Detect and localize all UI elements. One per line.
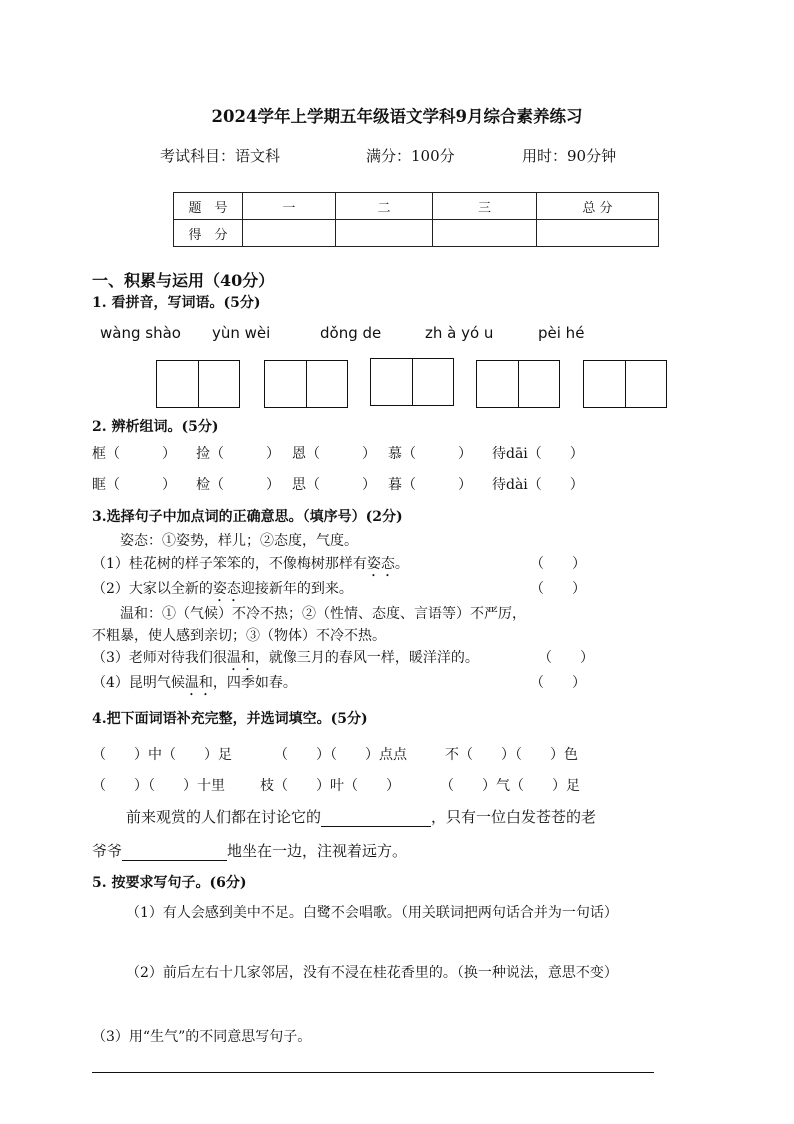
answer-paren: （ ） [538, 650, 594, 666]
sentence-task-2: （2）前后左右十几家邻居，没有不浸在桂花香里的。（换一种说法，意思不变） [126, 965, 618, 981]
answer-paren: （ ） [530, 581, 586, 597]
pinyin-3: dǒng de [320, 324, 382, 342]
writing-box[interactable] [476, 360, 560, 408]
answer-paren: （ ） [530, 556, 586, 572]
word-group-item: 捡（ ） [196, 446, 280, 462]
idiom-blank: （ ）中（ ）足 [92, 747, 232, 763]
fill-paragraph: 爷爷 地坐在一边，注视着远方。 [92, 842, 408, 860]
word-group-item: 思（ ） [292, 477, 376, 493]
question-3-title: 3.选择句子中加点词的正确意思。（填序号）(2分) [92, 509, 403, 525]
section-heading: 一、积累与运用（40分） [92, 271, 275, 290]
exam-subject: 考试科目：语文科 [160, 147, 281, 165]
score-cell[interactable] [537, 220, 659, 247]
score-cell[interactable] [243, 220, 336, 247]
definition-text: 姿态：①姿势，样儿；②态度，气度。 [120, 533, 358, 549]
sentence-task-3: （3）用“生气”的不同意思写句子。 [92, 1029, 312, 1045]
full-score: 满分：100分 [366, 147, 455, 165]
page-title: 2024学年上学期五年级语文学科9月综合素养练习 [211, 107, 583, 126]
dotted-word: 温和 [184, 675, 213, 691]
dotted-word: 姿态 [212, 581, 241, 597]
pinyin-2: yùn wèi [212, 324, 271, 342]
writing-box[interactable] [583, 360, 667, 408]
word-group-item: 慕（ ） [388, 446, 472, 462]
score-table-header: 三 [433, 193, 537, 220]
question-1-title: 1. 看拼音，写词语。(5分) [92, 295, 261, 311]
word-group-item: 待dāi（ ） [492, 446, 584, 462]
score-table-header: 题 号 [174, 193, 243, 220]
pinyin-4: zh à yó u [425, 324, 494, 342]
question-2-title: 2. 辨析组词。(5分) [92, 419, 219, 435]
score-table-header: 总 分 [537, 193, 659, 220]
dotted-word: 温和 [226, 650, 255, 666]
word-group-item: 眶（ ） [92, 477, 176, 493]
sentence-2: （2）大家以全新的姿态迎接新年的到来。 [92, 581, 353, 597]
word-group-item: 待dài（ ） [492, 477, 584, 493]
score-cell[interactable] [336, 220, 433, 247]
idiom-blank: （ ）（ ）点点 [274, 747, 407, 763]
answer-line[interactable] [92, 1072, 654, 1073]
sentence-task-1: （1）有人会感到美中不足。白鹭不会唱歌。（用关联词把两句话合并为一句话） [126, 905, 618, 921]
writing-box[interactable] [264, 360, 348, 408]
time-limit: 用时：90分钟 [522, 147, 617, 165]
word-group-item: 检（ ） [196, 477, 280, 493]
dotted-word: 姿态 [366, 556, 395, 572]
word-group-item: 框（ ） [92, 446, 176, 462]
idiom-blank: （ ）气（ ）足 [440, 778, 580, 794]
idiom-blank: （ ）（ ）十里 [92, 778, 225, 794]
score-cell[interactable] [433, 220, 537, 247]
answer-blank[interactable] [321, 808, 431, 827]
word-group-item: 暮（ ） [388, 477, 472, 493]
definition-text: 不粗暴，使人感到亲切；③（物体）不冷不热。 [92, 628, 386, 644]
idiom-blank: 枝（ ）叶（ ） [260, 778, 400, 794]
pinyin-1: wàng shào [100, 324, 181, 342]
score-table-header: 一 [243, 193, 336, 220]
sentence-1: （1）桂花树的样子笨笨的，不像梅树那样有姿态。 [92, 556, 409, 572]
score-table-header: 二 [336, 193, 433, 220]
idiom-blank: 不（ ）（ ）色 [445, 747, 578, 763]
score-table [173, 192, 659, 247]
score-row-label: 得 分 [174, 220, 243, 247]
answer-paren: （ ） [530, 675, 586, 691]
writing-box[interactable] [156, 360, 240, 408]
answer-blank[interactable] [122, 842, 227, 861]
pinyin-5: pèi hé [538, 324, 585, 342]
question-4-title: 4.把下面词语补充完整，并选词填空。(5分) [92, 711, 368, 727]
fill-paragraph: 前来观赏的人们都在讨论它的 ，只有一位白发苍苍的老 [126, 808, 597, 826]
sentence-3: （3）老师对待我们很温和，就像三月的春风一样，暖洋洋的。 [92, 650, 479, 666]
writing-box[interactable] [370, 358, 454, 406]
definition-text: 温和：①（气候）不冷不热；②（性情、态度、言语等）不严厉， [120, 606, 526, 622]
question-5-title: 5. 按要求写句子。(6分) [92, 875, 247, 891]
word-group-item: 恩（ ） [292, 446, 376, 462]
sentence-4: （4）昆明气候温和，四季如春。 [92, 675, 297, 691]
